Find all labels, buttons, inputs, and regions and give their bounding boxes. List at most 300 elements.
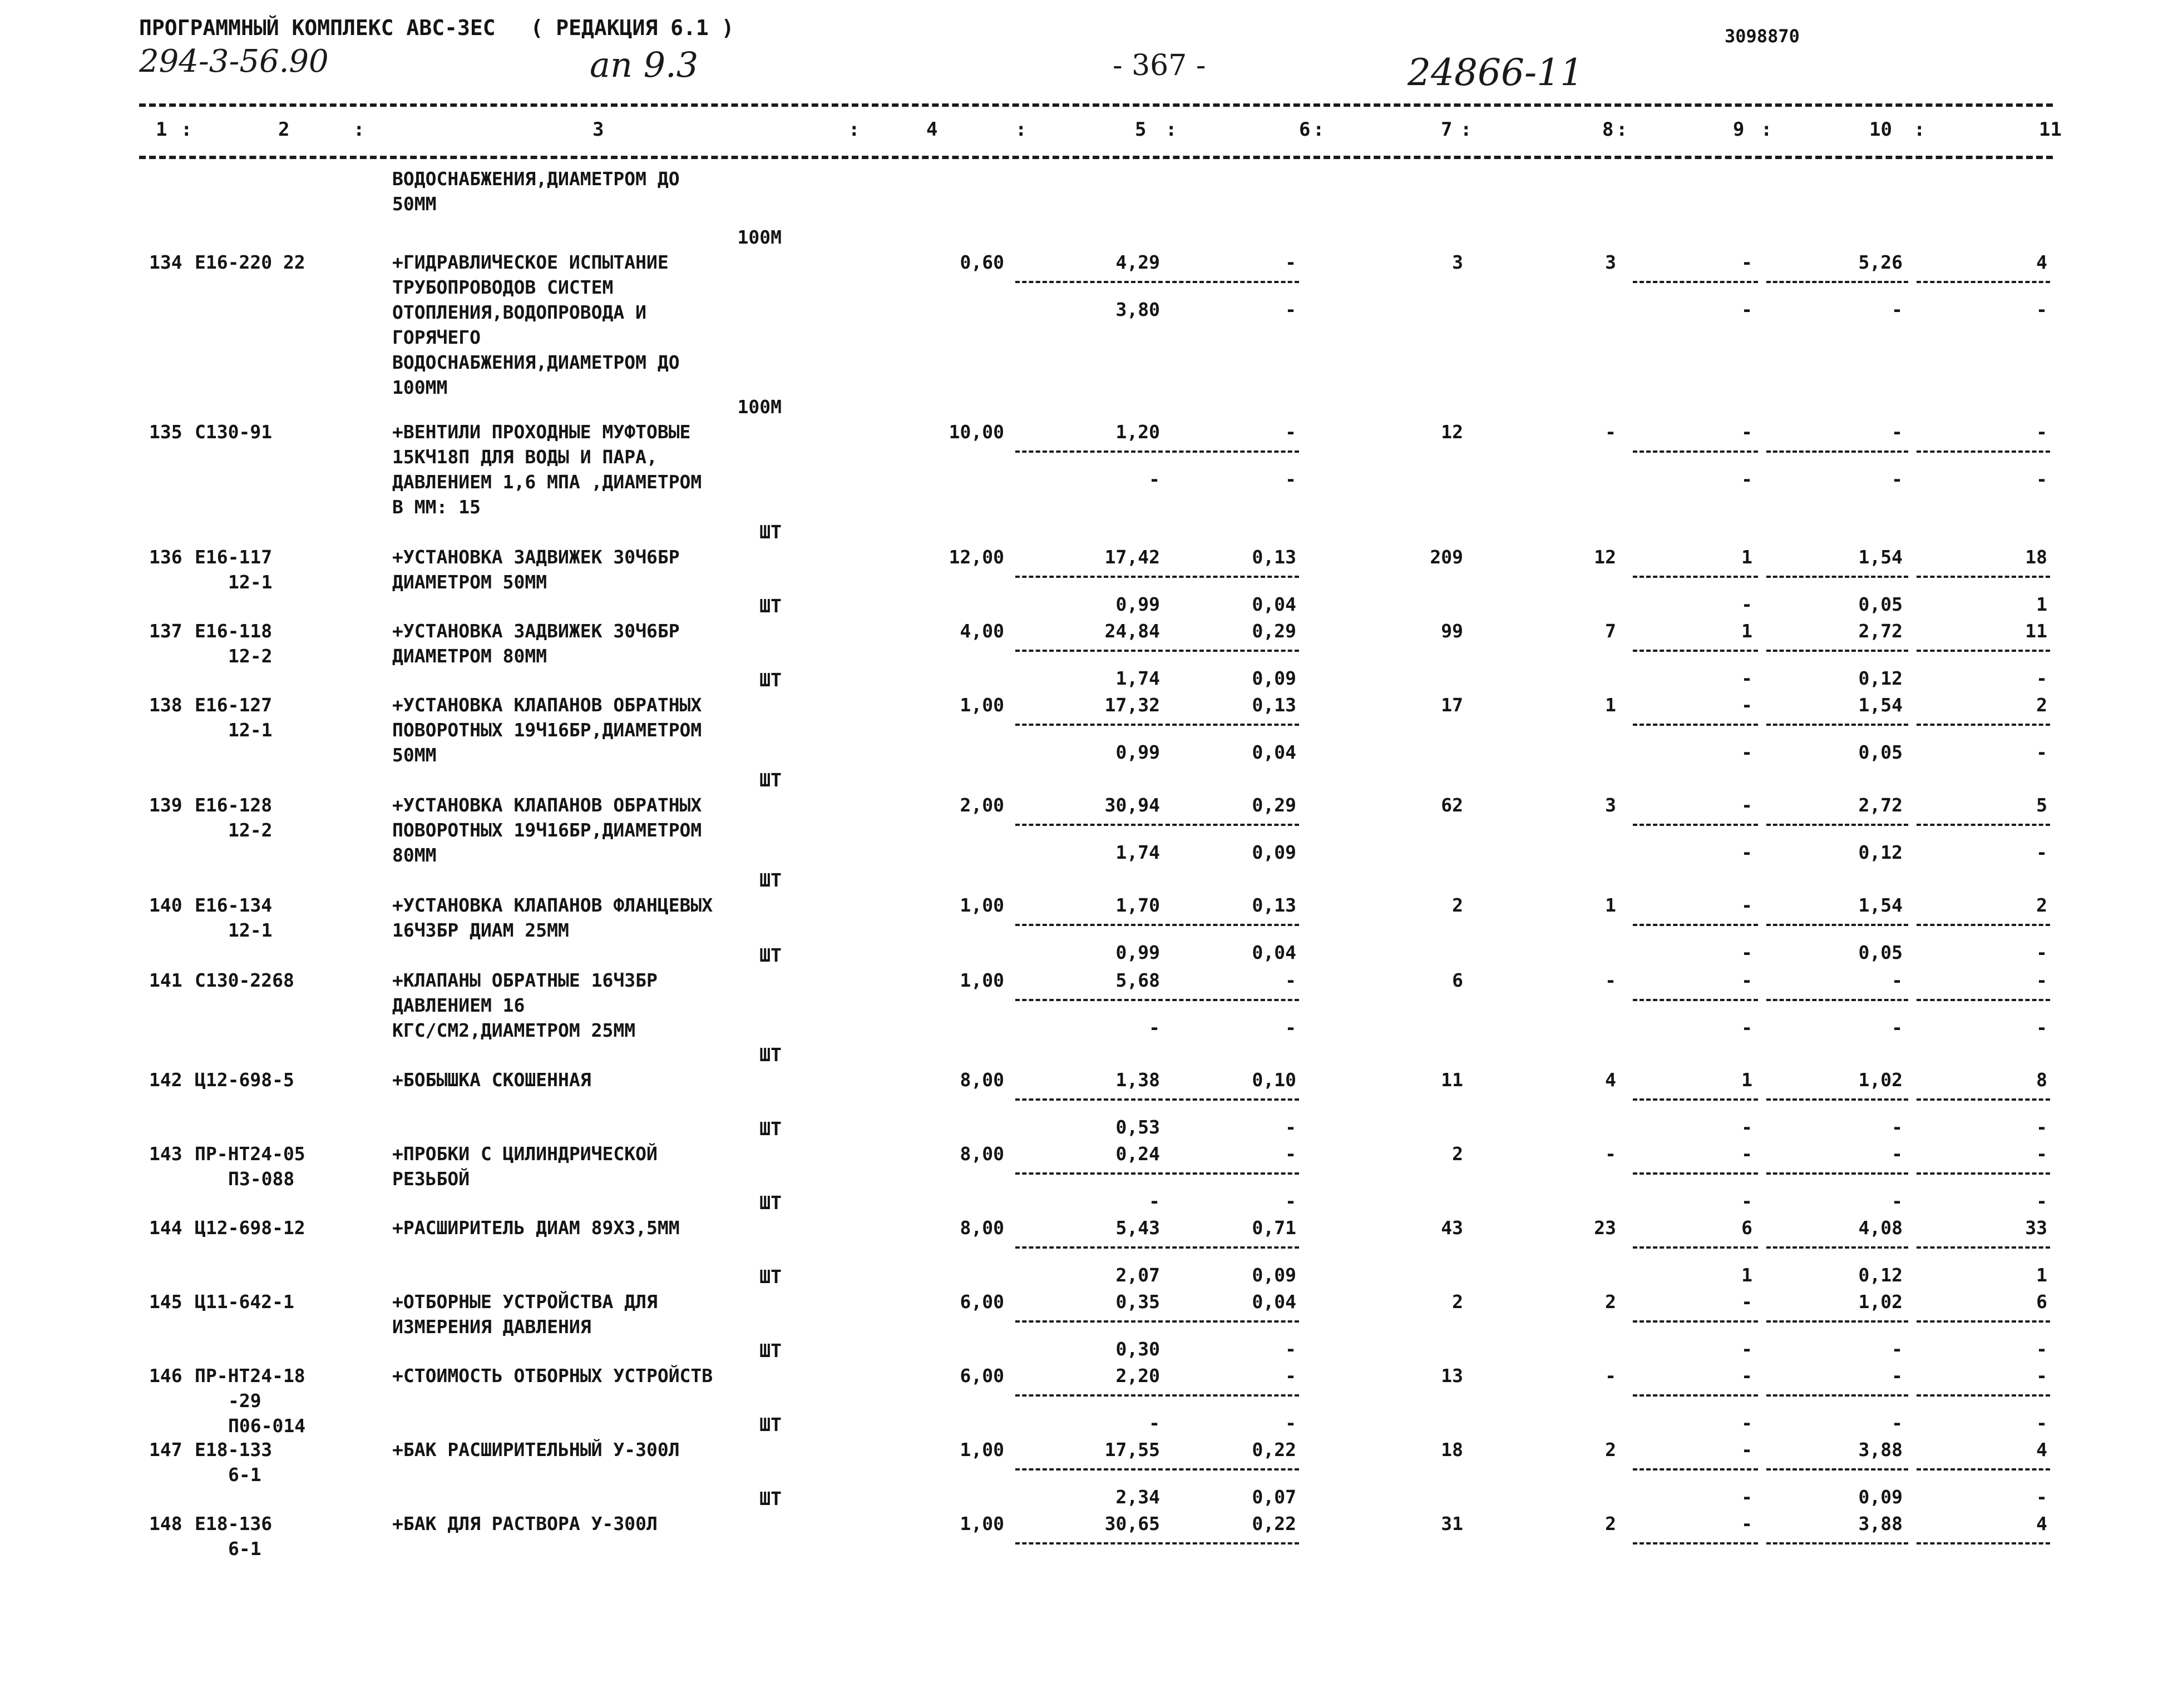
wage-cost: 0,13 <box>1252 894 1296 916</box>
labor-unit: 1,02 <box>1858 1291 1903 1313</box>
rate-code: П3-088 <box>228 1168 295 1190</box>
work-description: ДАВЛЕНИЕМ 1,6 МПА ,ДИАМЕТРОМ <box>392 471 702 493</box>
row-number: 146 <box>149 1365 182 1387</box>
cell-underline <box>1766 576 1908 578</box>
work-description: +ВЕНТИЛИ ПРОХОДНЫЕ МУФТОВЫЕ <box>392 421 691 443</box>
rate-code: С130-2268 <box>195 969 294 991</box>
cell-underline <box>1633 650 1758 652</box>
unit-cost: 17,42 <box>1104 546 1160 568</box>
total-cost: 43 <box>1441 1217 1463 1239</box>
column-number: 4 <box>926 118 938 141</box>
total-cost: 99 <box>1441 620 1463 642</box>
labor-total: - <box>2036 1116 2047 1138</box>
labor-total: - <box>2036 741 2047 763</box>
wage-total: - <box>1741 251 1752 273</box>
labor-unit: 3,88 <box>1858 1439 1903 1461</box>
machine-cost: 4 <box>1605 1069 1616 1091</box>
cell-underline <box>1917 1098 2050 1101</box>
program-name: ПРОГРАММНЫЙ КОМПЛЕКС АВС-3ЕС <box>139 16 496 40</box>
column-number: 9 <box>1733 118 1745 141</box>
wage-cost: 0,09 <box>1252 1264 1296 1286</box>
column-separator: : <box>1015 118 1027 141</box>
row-number: 143 <box>149 1143 182 1165</box>
column-separator: : <box>353 118 365 141</box>
cell-underline <box>1166 824 1299 826</box>
cell-underline <box>1633 576 1758 578</box>
labor-total: 4 <box>2036 251 2047 273</box>
rate-code: -29 <box>228 1390 261 1412</box>
unit-cost: 5,68 <box>1115 969 1160 991</box>
machine-cost: 2 <box>1605 1291 1616 1313</box>
doc-code: 294-3-56.90 <box>139 43 329 80</box>
unit-cost: 5,43 <box>1115 1217 1160 1239</box>
labor-unit: - <box>1892 1143 1903 1165</box>
table-top-rule <box>139 103 2053 107</box>
wage-total: - <box>1741 593 1752 615</box>
cell-underline <box>1633 999 1758 1001</box>
unit-label: ШТ <box>759 1044 782 1066</box>
cell-underline <box>1917 576 2050 578</box>
cell-underline <box>1917 281 2050 283</box>
quantity: 2,00 <box>960 794 1004 816</box>
unit-cost: 2,07 <box>1115 1264 1160 1286</box>
rate-code: Е16-220 22 <box>195 251 305 273</box>
unit-label: ШТ <box>759 595 782 617</box>
cell-underline <box>1766 924 1908 926</box>
cell-underline <box>1633 281 1758 283</box>
labor-total: - <box>2036 299 2047 320</box>
wage-cost: - <box>1285 969 1296 991</box>
cell-underline <box>1015 650 1163 652</box>
wage-total: 1 <box>1741 620 1752 642</box>
labor-total: - <box>2036 468 2047 490</box>
quantity: 0,60 <box>960 251 1004 273</box>
labor-total: - <box>2036 969 2047 991</box>
wage-cost: - <box>1285 1365 1296 1387</box>
unit-label: ШТ <box>759 669 782 691</box>
inventory-number: 24866-11 <box>1408 51 1584 94</box>
wage-cost: - <box>1285 1143 1296 1165</box>
labor-unit: 3,88 <box>1858 1513 1903 1534</box>
rate-code: Ц12-698-5 <box>195 1069 294 1091</box>
wage-cost: - <box>1285 1116 1296 1138</box>
unit-label: ШТ <box>759 769 782 791</box>
labor-unit: - <box>1892 1017 1903 1038</box>
rate-code: 12-2 <box>228 645 273 667</box>
column-number: 8 <box>1602 118 1614 141</box>
work-description: 80ММ <box>392 844 437 866</box>
wage-total: - <box>1741 1143 1752 1165</box>
row-number: 139 <box>149 794 182 816</box>
cell-underline <box>1166 450 1299 453</box>
machine-cost: 23 <box>1594 1217 1616 1239</box>
labor-total: - <box>2036 667 2047 689</box>
column-number: 7 <box>1441 118 1453 141</box>
wage-cost: 0,04 <box>1252 1291 1296 1313</box>
wage-total: 6 <box>1741 1217 1752 1239</box>
row-number: 137 <box>149 620 182 642</box>
cell-underline <box>1015 450 1163 453</box>
labor-unit: 2,72 <box>1858 794 1903 816</box>
cell-underline <box>1766 450 1908 453</box>
labor-total: - <box>2036 1143 2047 1165</box>
cell-underline <box>1766 281 1908 283</box>
labor-unit: 1,54 <box>1858 894 1903 916</box>
total-cost: 62 <box>1441 794 1463 816</box>
wage-cost: - <box>1285 1412 1296 1434</box>
unit-label: ШТ <box>759 944 782 966</box>
wage-total: - <box>1741 894 1752 916</box>
work-description: ИЗМЕРЕНИЯ ДАВЛЕНИЯ <box>392 1316 591 1338</box>
cell-underline <box>1766 1468 1908 1471</box>
rate-code: 6-1 <box>228 1538 261 1560</box>
wage-cost: 0,04 <box>1252 741 1296 763</box>
quantity: 8,00 <box>960 1143 1004 1165</box>
wage-cost: - <box>1285 251 1296 273</box>
unit-cost: 0,99 <box>1115 741 1160 763</box>
cell-underline <box>1766 650 1908 652</box>
quantity: 8,00 <box>960 1217 1004 1239</box>
unit-cost: 0,24 <box>1115 1143 1160 1165</box>
wage-total: - <box>1741 841 1752 863</box>
continuation-line: ВОДОСНАБЖЕНИЯ,ДИАМЕТРОМ ДО <box>392 168 680 190</box>
column-separator: : <box>1313 118 1325 141</box>
work-description: ТРУБОПРОВОДОВ СИСТЕМ <box>392 276 614 298</box>
work-description: ДИАМЕТРОМ 80ММ <box>392 645 547 667</box>
column-number: 3 <box>592 118 604 141</box>
wage-total: - <box>1741 1412 1752 1434</box>
wage-total: - <box>1741 942 1752 963</box>
total-cost: 12 <box>1441 421 1463 443</box>
row-number: 135 <box>149 421 182 443</box>
work-description: ГОРЯЧЕГО <box>392 326 481 348</box>
wage-cost: 0,29 <box>1252 620 1296 642</box>
wage-total: - <box>1741 421 1752 443</box>
cell-underline <box>1766 1320 1908 1323</box>
cell-underline <box>1015 1394 1163 1397</box>
total-cost: 2 <box>1452 894 1463 916</box>
quantity: 6,00 <box>960 1365 1004 1387</box>
machine-cost: 7 <box>1605 620 1616 642</box>
labor-total: 4 <box>2036 1439 2047 1461</box>
cell-underline <box>1015 824 1163 826</box>
program-title <box>139 16 734 40</box>
unit-cost: 17,32 <box>1104 694 1160 716</box>
cell-underline <box>1015 1468 1163 1471</box>
cell-underline <box>1633 824 1758 826</box>
labor-total: - <box>2036 841 2047 863</box>
unit-cost: 2,34 <box>1115 1486 1160 1508</box>
unit-cost: 0,99 <box>1115 942 1160 963</box>
total-cost: 2 <box>1452 1291 1463 1313</box>
wage-total: 1 <box>1741 1264 1752 1286</box>
cell-underline <box>1766 1394 1908 1397</box>
machine-cost: - <box>1605 969 1616 991</box>
cell-underline <box>1917 924 2050 926</box>
unit-cost: - <box>1149 1017 1160 1038</box>
unit-label: ШТ <box>759 1192 782 1214</box>
continuation-line: 50ММ <box>392 193 437 215</box>
wage-cost: - <box>1285 421 1296 443</box>
labor-total: 2 <box>2036 694 2047 716</box>
wage-cost: 0,10 <box>1252 1069 1296 1091</box>
column-number: 6 <box>1299 118 1311 141</box>
wage-total: - <box>1741 1365 1752 1387</box>
column-number: 1 <box>156 118 167 141</box>
rate-code: Е16-118 <box>195 620 273 642</box>
work-description: +УСТАНОВКА ЗАДВИЖЕК 30Ч6БР <box>392 620 680 642</box>
cell-underline <box>1166 576 1299 578</box>
rate-code: Ц11-642-1 <box>195 1291 294 1313</box>
row-number: 140 <box>149 894 182 916</box>
labor-total: 2 <box>2036 894 2047 916</box>
cell-underline <box>1015 1542 1163 1544</box>
wage-total: - <box>1741 794 1752 816</box>
rate-code: 12-2 <box>228 819 273 841</box>
cell-underline <box>1917 1246 2050 1249</box>
cell-underline <box>1917 1542 2050 1544</box>
total-cost: 18 <box>1441 1439 1463 1461</box>
machine-cost: 3 <box>1605 794 1616 816</box>
unit-cost: 0,35 <box>1115 1291 1160 1313</box>
work-description: 16Ч3БР ДИАМ 25ММ <box>392 919 569 941</box>
cell-underline <box>1633 1320 1758 1323</box>
cell-underline <box>1917 450 2050 453</box>
wage-cost: - <box>1285 299 1296 320</box>
edition-label: ( РЕДАКЦИЯ 6.1 ) <box>530 16 734 40</box>
cell-underline <box>1015 724 1163 726</box>
rate-code: ПР-НТ24-05 <box>195 1143 305 1165</box>
unit-cost: - <box>1149 1190 1160 1212</box>
cell-underline <box>1633 1098 1758 1101</box>
unit-label: ШТ <box>759 521 782 543</box>
cell-underline <box>1166 650 1299 652</box>
work-description: РЕЗЬБОЙ <box>392 1168 470 1190</box>
work-description: ДИАМЕТРОМ 50ММ <box>392 571 547 593</box>
unit-label: ШТ <box>759 1266 782 1288</box>
column-separator: : <box>1761 118 1772 141</box>
labor-unit: - <box>1892 1116 1903 1138</box>
wage-total: - <box>1741 1190 1752 1212</box>
work-description: +УСТАНОВКА КЛАПАНОВ ФЛАНЦЕВЫХ <box>392 894 713 916</box>
page-number: - 367 - <box>1113 49 1206 82</box>
unit-cost: 2,20 <box>1115 1365 1160 1387</box>
quantity: 8,00 <box>960 1069 1004 1091</box>
cell-underline <box>1766 999 1908 1001</box>
labor-unit: 0,05 <box>1858 593 1903 615</box>
work-description: ПОВОРОТНЫХ 19Ч16БР,ДИАМЕТРОМ <box>392 819 702 841</box>
rate-code: С130-91 <box>195 421 273 443</box>
cell-underline <box>1015 1246 1163 1249</box>
unit-label: ШТ <box>759 1340 782 1362</box>
labor-total: - <box>2036 1017 2047 1038</box>
cell-underline <box>1166 1098 1299 1101</box>
labor-unit: - <box>1892 1365 1903 1387</box>
labor-total: 11 <box>2025 620 2047 642</box>
column-number: 2 <box>278 118 290 141</box>
row-number: 148 <box>149 1513 182 1534</box>
wage-cost: 0,04 <box>1252 942 1296 963</box>
unit-label: ШТ <box>759 869 782 891</box>
cell-underline <box>1015 924 1163 926</box>
unit-cost: - <box>1149 468 1160 490</box>
unit-cost: 1,38 <box>1115 1069 1160 1091</box>
column-separator: : <box>1166 118 1177 141</box>
unit-label: ШТ <box>759 1414 782 1435</box>
wage-cost: 0,22 <box>1252 1513 1296 1534</box>
work-description: +ОТБОРНЫЕ УСТРОЙСТВА ДЛЯ <box>392 1291 658 1313</box>
labor-unit: - <box>1892 969 1903 991</box>
wage-total: - <box>1741 741 1752 763</box>
unit-label: ШТ <box>759 1118 782 1140</box>
work-description: 15КЧ18П ДЛЯ ВОДЫ И ПАРА, <box>392 446 658 468</box>
wage-cost: 0,04 <box>1252 593 1296 615</box>
wage-total: - <box>1741 1513 1752 1534</box>
wage-total: - <box>1741 299 1752 320</box>
cell-underline <box>1917 824 2050 826</box>
wage-cost: 0,22 <box>1252 1439 1296 1461</box>
unit-cost: 24,84 <box>1104 620 1160 642</box>
labor-unit: 0,12 <box>1858 841 1903 863</box>
rate-code: ПР-НТ24-18 <box>195 1365 305 1387</box>
unit-label: 100М <box>737 226 782 248</box>
cell-underline <box>1917 1320 2050 1323</box>
labor-unit: 0,05 <box>1858 741 1903 763</box>
work-description: +УСТАНОВКА КЛАПАНОВ ОБРАТНЫХ <box>392 694 702 716</box>
cell-underline <box>1633 450 1758 453</box>
labor-unit: 0,12 <box>1858 667 1903 689</box>
labor-unit: 0,05 <box>1858 942 1903 963</box>
cell-underline <box>1917 999 2050 1001</box>
machine-cost: 12 <box>1594 546 1616 568</box>
unit-label: 100М <box>737 396 782 418</box>
work-description: +БАК РАСШИРИТЕЛЬНЫЙ У-300Л <box>392 1439 680 1461</box>
labor-unit: 4,08 <box>1858 1217 1903 1239</box>
row-number: 144 <box>149 1217 182 1239</box>
machine-cost: - <box>1605 421 1616 443</box>
work-description: +БОБЫШКА СКОШЕННАЯ <box>392 1069 591 1091</box>
cell-underline <box>1166 1542 1299 1544</box>
labor-unit: - <box>1892 1190 1903 1212</box>
row-number: 145 <box>149 1291 182 1313</box>
total-cost: 17 <box>1441 694 1463 716</box>
cell-underline <box>1166 1172 1299 1175</box>
machine-cost: 1 <box>1605 894 1616 916</box>
column-number: 5 <box>1135 118 1147 141</box>
cell-underline <box>1166 1394 1299 1397</box>
cell-underline <box>1633 1394 1758 1397</box>
unit-cost: 30,65 <box>1104 1513 1160 1534</box>
quantity: 1,00 <box>960 1513 1004 1534</box>
rate-code: Ц12-698-12 <box>195 1217 305 1239</box>
work-description: +КЛАПАНЫ ОБРАТНЫЕ 16Ч3БР <box>392 969 658 991</box>
machine-cost: 2 <box>1605 1439 1616 1461</box>
wage-cost: 0,71 <box>1252 1217 1296 1239</box>
rate-code: Е18-136 <box>195 1513 273 1534</box>
cell-underline <box>1015 281 1163 283</box>
unit-cost: 1,20 <box>1115 421 1160 443</box>
unit-cost: 1,74 <box>1115 841 1160 863</box>
cell-underline <box>1166 1320 1299 1323</box>
labor-unit: 1,54 <box>1858 694 1903 716</box>
quantity: 1,00 <box>960 969 1004 991</box>
labor-total: - <box>2036 1412 2047 1434</box>
unit-cost: 1,74 <box>1115 667 1160 689</box>
total-cost: 13 <box>1441 1365 1463 1387</box>
labor-unit: - <box>1892 468 1903 490</box>
rate-code: 12-1 <box>228 919 273 941</box>
labor-total: 1 <box>2036 593 2047 615</box>
wage-cost: 0,09 <box>1252 667 1296 689</box>
labor-total: - <box>2036 1365 2047 1387</box>
unit-cost: 0,53 <box>1115 1116 1160 1138</box>
rate-code: Е16-117 <box>195 546 273 568</box>
unit-cost: - <box>1149 1412 1160 1434</box>
work-description: 50ММ <box>392 744 437 766</box>
labor-total: 1 <box>2036 1264 2047 1286</box>
quantity: 1,00 <box>960 1439 1004 1461</box>
quantity: 6,00 <box>960 1291 1004 1313</box>
wage-total: - <box>1741 1017 1752 1038</box>
unit-cost: 1,70 <box>1115 894 1160 916</box>
cell-underline <box>1633 1246 1758 1249</box>
quantity: 10,00 <box>949 421 1004 443</box>
wage-total: - <box>1741 1116 1752 1138</box>
row-number: 142 <box>149 1069 182 1091</box>
cell-underline <box>1766 1172 1908 1175</box>
work-description: +ПРОБКИ С ЦИЛИНДРИЧЕСКОЙ <box>392 1143 658 1165</box>
wage-total: 1 <box>1741 546 1752 568</box>
labor-unit: 0,09 <box>1858 1486 1903 1508</box>
row-number: 147 <box>149 1439 182 1461</box>
unit-cost: 17,55 <box>1104 1439 1160 1461</box>
labor-total: 4 <box>2036 1513 2047 1534</box>
column-separator: : <box>848 118 860 141</box>
cell-underline <box>1015 1098 1163 1101</box>
wage-total: - <box>1741 694 1752 716</box>
cell-underline <box>1166 924 1299 926</box>
labor-total: - <box>2036 1190 2047 1212</box>
work-description: ВОДОСНАБЖЕНИЯ,ДИАМЕТРОМ ДО <box>392 351 680 373</box>
wage-cost: 0,13 <box>1252 694 1296 716</box>
labor-total: - <box>2036 1338 2047 1360</box>
cell-underline <box>1766 1246 1908 1249</box>
labor-unit: 1,54 <box>1858 546 1903 568</box>
wage-cost: 0,29 <box>1252 794 1296 816</box>
unit-cost: 3,80 <box>1115 299 1160 320</box>
labor-unit: 2,72 <box>1858 620 1903 642</box>
labor-total: - <box>2036 421 2047 443</box>
work-description: +УСТАНОВКА ЗАДВИЖЕК 30Ч6БР <box>392 546 680 568</box>
quantity: 12,00 <box>949 546 1004 568</box>
row-number: 138 <box>149 694 182 716</box>
cell-underline <box>1633 1172 1758 1175</box>
labor-total: 5 <box>2036 794 2047 816</box>
total-cost: 3 <box>1452 251 1463 273</box>
work-description: +СТОИМОСТЬ ОТБОРНЫХ УСТРОЙСТВ <box>392 1365 713 1387</box>
labor-total: 18 <box>2025 546 2047 568</box>
column-separator: : <box>1460 118 1472 141</box>
cell-underline <box>1633 924 1758 926</box>
work-description: В ММ: 15 <box>392 496 481 518</box>
unit-cost: 0,30 <box>1115 1338 1160 1360</box>
wage-cost: - <box>1285 1190 1296 1212</box>
cell-underline <box>1166 1468 1299 1471</box>
work-description: +ГИДРАВЛИЧЕСКОЕ ИСПЫТАНИЕ <box>392 251 669 273</box>
work-description: КГС/СМ2,ДИАМЕТРОМ 25ММ <box>392 1019 636 1041</box>
column-separator: : <box>181 118 192 141</box>
rate-code: Е16-128 <box>195 794 273 816</box>
